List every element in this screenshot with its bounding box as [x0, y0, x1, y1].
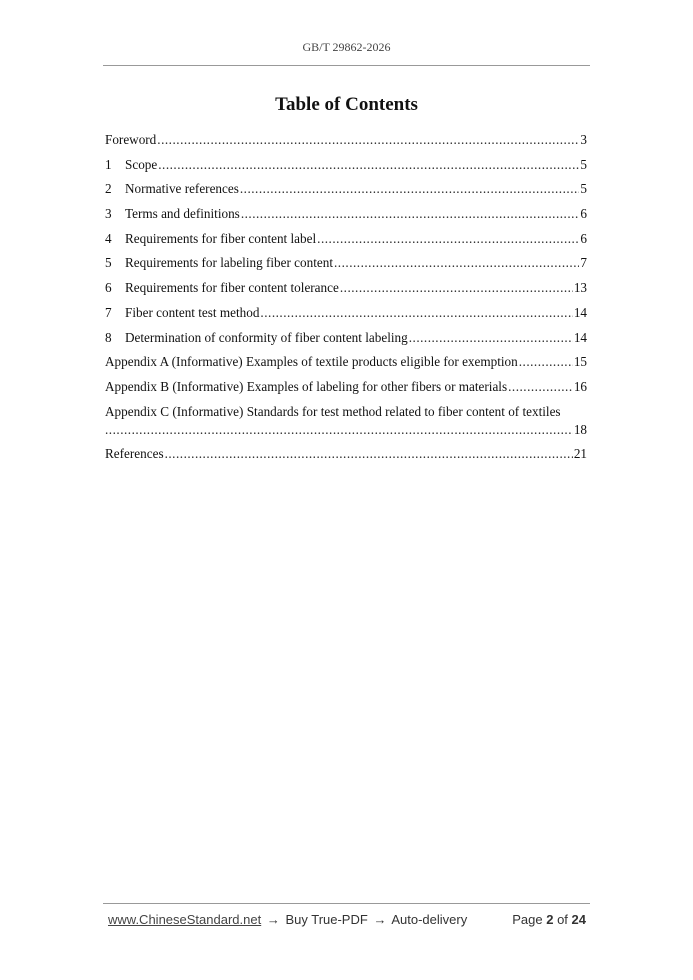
dot-leader [317, 229, 579, 249]
toc-entry-number: 7 [105, 304, 112, 320]
dot-leader [508, 377, 573, 397]
toc-entry-appendix-c[interactable] [105, 402, 587, 445]
dot-leader [240, 179, 580, 199]
toc-entry-page: 14 [573, 304, 587, 320]
toc-entry-label: Requirements for labeling fiber content [125, 255, 333, 271]
current-page-number: 2 [546, 912, 554, 927]
footer-divider [103, 903, 590, 904]
toc-entry-label: Appendix A (Informative) Examples of textile products eligible for exemption [105, 354, 518, 370]
dot-leader [158, 155, 579, 175]
toc-entry-page: 6 [580, 230, 587, 246]
buy-pdf-link[interactable]: Buy True-PDF [285, 912, 368, 927]
toc-entry-page: 7 [580, 255, 587, 271]
toc-entry-foreword[interactable] [105, 130, 587, 155]
dot-leader [409, 328, 573, 348]
toc-entry-label: Determination of conformity of fiber content labeling [125, 329, 408, 345]
toc-entry-content-tolerance[interactable] [105, 278, 587, 303]
arrow-right-icon: → [373, 912, 387, 927]
table-of-contents [105, 130, 587, 469]
page-footer [108, 912, 586, 927]
toc-entry-test-method[interactable] [105, 303, 587, 328]
toc-entry-label: Scope [125, 156, 158, 172]
toc-entry-page: 14 [573, 329, 587, 345]
dot-leader [165, 444, 573, 464]
dot-leader [334, 253, 579, 273]
toc-title: Table of Contents [275, 94, 418, 115]
dot-leader [105, 420, 573, 440]
toc-entry-label: Normative references [125, 181, 239, 197]
toc-entry-appendix-b[interactable] [105, 377, 587, 402]
toc-entry-number: 8 [105, 329, 112, 345]
toc-entry-number: 5 [105, 255, 112, 271]
toc-entry-number: 2 [105, 181, 112, 197]
toc-entry-label: Terms and definitions [125, 206, 240, 222]
dot-leader [241, 204, 580, 224]
toc-entry-page: 18 [573, 421, 587, 437]
toc-entry-label: Fiber content test method [125, 304, 260, 320]
dot-leader [260, 303, 572, 323]
website-link[interactable]: www.ChineseStandard.net [108, 912, 262, 927]
toc-entry-page: 15 [573, 354, 587, 370]
toc-entry-label: Requirements for fiber content label [125, 230, 317, 246]
toc-entry-page: 5 [580, 181, 587, 197]
of-word: of [557, 912, 568, 927]
toc-entry-page: 6 [580, 206, 587, 222]
document-id-header: GB/T 29862-2026 [302, 40, 391, 54]
toc-entry-number: 4 [105, 230, 112, 246]
toc-entry-page: 16 [573, 378, 587, 394]
toc-entry-scope[interactable] [105, 155, 587, 180]
toc-entry-labeling-content[interactable] [105, 253, 587, 278]
toc-entry-number: 3 [105, 206, 112, 222]
dot-leader [519, 352, 573, 372]
toc-entry-normative-references[interactable] [105, 179, 587, 204]
toc-entry-label: Appendix C (Informative) Standards for test method related to fiber content of textiles [105, 403, 561, 419]
toc-entry-page: 3 [580, 132, 587, 147]
dot-leader [157, 130, 579, 150]
page-word: Page [512, 912, 543, 927]
total-pages-number: 24 [571, 912, 586, 927]
toc-entry-page: 21 [573, 446, 587, 462]
header-divider [103, 65, 590, 66]
page-indicator [512, 912, 586, 927]
auto-delivery-text: Auto-delivery [391, 912, 468, 927]
toc-entry-appendix-a[interactable] [105, 352, 587, 377]
toc-entry-conformity[interactable] [105, 328, 587, 353]
toc-entry-label: Appendix B (Informative) Examples of labeling for other fibers or materials [105, 378, 508, 394]
toc-entry-number: 6 [105, 280, 112, 296]
toc-entry-page: 13 [573, 280, 587, 296]
dot-leader [340, 278, 573, 298]
toc-entry-terms-definitions[interactable] [105, 204, 587, 229]
toc-entry-references[interactable] [105, 444, 587, 469]
toc-entry-label: Requirements for fiber content tolerance [125, 280, 339, 296]
toc-entry-number: 1 [105, 156, 112, 172]
toc-entry-page: 5 [580, 156, 587, 172]
toc-entry-label: References [105, 446, 164, 462]
toc-entry-label: Foreword [105, 132, 157, 147]
toc-entry-content-label[interactable] [105, 229, 587, 254]
arrow-right-icon: → [266, 912, 280, 927]
